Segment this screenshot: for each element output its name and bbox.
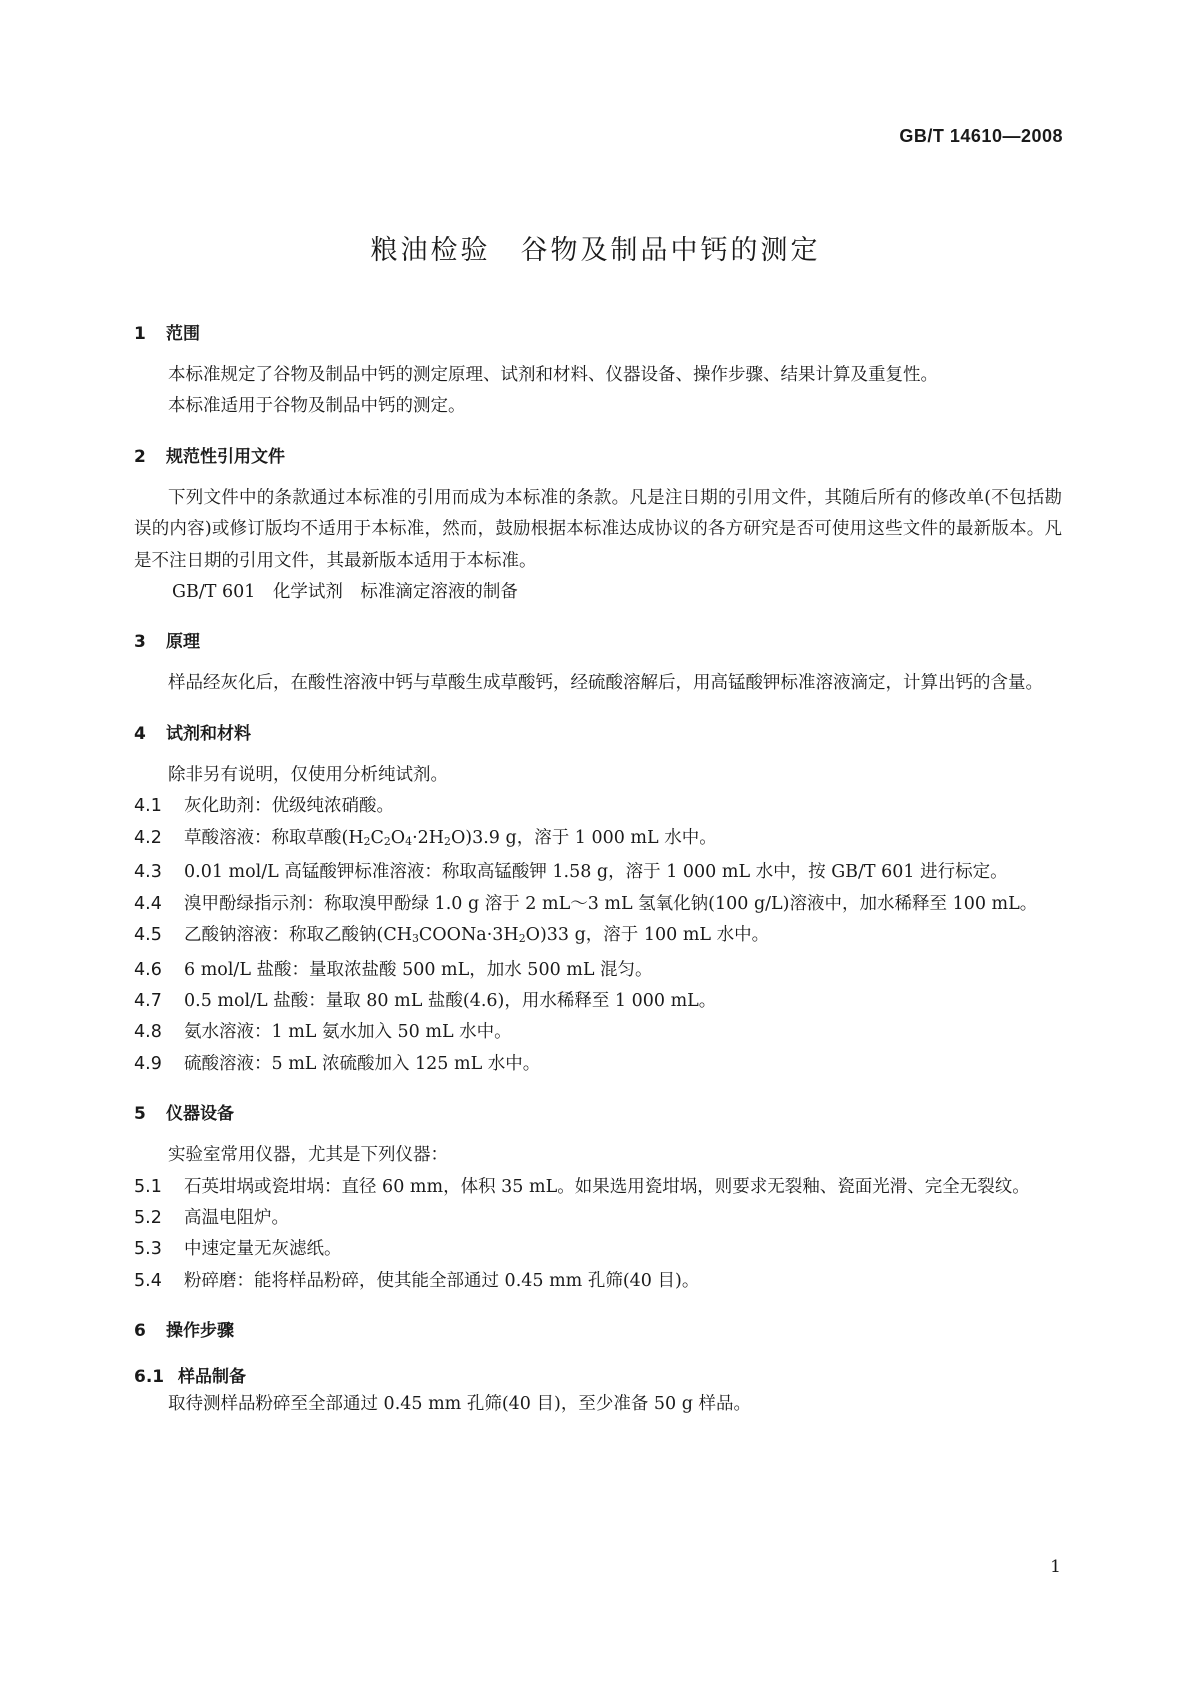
section-number: 6 — [134, 1321, 146, 1342]
list-item — [134, 1172, 1062, 1203]
section-number: 2 — [134, 446, 146, 467]
list-item — [134, 1017, 1062, 1048]
item-text: 乙酸钠溶液：称取乙酸钠(CH3COONa·3H2O)33 g，溶于 100 mL 水中。 — [184, 925, 770, 946]
section-title: 仪器设备 — [166, 1104, 234, 1125]
paragraph: 实验室常用仪器，尤其是下列仪器： — [168, 1145, 448, 1166]
section-number: 6.1 — [134, 1367, 165, 1388]
item-text: 高温电阻炉。 — [184, 1208, 289, 1229]
document-body — [134, 322, 1062, 1421]
item-number: 4.9 — [134, 1053, 162, 1074]
item-text: 6 mol/L 盐酸：量取浓盐酸 500 mL，加水 500 mL 混匀。 — [184, 959, 653, 980]
section-number: 3 — [134, 632, 146, 653]
list-item — [134, 1266, 1062, 1297]
item-text: 粉碎磨：能将样品粉碎，使其能全部通过 0.45 mm 孔筛(40 目)。 — [184, 1270, 700, 1291]
list-item — [134, 1234, 1062, 1265]
item-number: 4.6 — [134, 959, 162, 980]
item-number: 4.1 — [134, 796, 162, 817]
item-text: 0.01 mol/L 高锰酸钾标准溶液：称取高锰酸钾 1.58 g，溶于 1 000 mL 水中，按 GB/T 601 进行标定。 — [184, 862, 1008, 883]
item-number: 5.3 — [134, 1239, 162, 1260]
item-number: 5.1 — [134, 1176, 162, 1197]
item-number: 5.4 — [134, 1270, 162, 1291]
list-item — [134, 823, 1062, 858]
section-heading-scope — [134, 322, 1062, 346]
item-number: 4.2 — [134, 827, 162, 848]
item-number: 4.4 — [134, 893, 162, 914]
section-number: 5 — [134, 1104, 146, 1125]
section-heading-principle — [134, 630, 1062, 654]
standard-code: GB/T 14610—2008 — [899, 126, 1063, 146]
section-number: 1 — [134, 324, 146, 344]
list-item — [134, 791, 1062, 822]
paragraph: 本标准规定了谷物及制品中钙的测定原理、试剂和材料、仪器设备、操作步骤、结果计算及重复性。 — [168, 365, 938, 385]
paragraph: 取待测样品粉碎至全部通过 0.45 mm 孔筛(40 目)，至少准备 50 g 样品。 — [168, 1394, 751, 1415]
item-text: 灰化助剂：优级纯浓硝酸。 — [184, 796, 394, 817]
section-title: 规范性引用文件 — [166, 446, 285, 467]
item-text: 草酸溶液：称取草酸(H2C2O4·2H2O)3.9 g，溶于 1 000 mL 水中。 — [184, 827, 717, 848]
item-text: 石英坩埚或瓷坩埚：直径 60 mm，体积 35 mL。如果选用瓷坩埚，则要求无裂釉、瓷面光滑、完全无裂纹。 — [184, 1176, 1030, 1197]
section-title: 操作步骤 — [166, 1321, 234, 1342]
item-text: 氨水溶液：1 mL 氨水加入 50 mL 水中。 — [184, 1022, 512, 1043]
item-text: 硫酸溶液：5 mL 浓硫酸加入 125 mL 水中。 — [184, 1053, 541, 1074]
page-number: 1 — [1050, 1557, 1061, 1577]
section-heading-procedure — [134, 1319, 1062, 1343]
paragraph: 样品经灰化后，在酸性溶液中钙与草酸生成草酸钙，经硫酸溶解后，用高锰酸钾标准溶液滴定，计算出钙的含量。 — [168, 673, 1043, 694]
section-heading-reagents — [134, 722, 1062, 746]
section-heading-apparatus — [134, 1102, 1062, 1126]
list-item — [134, 889, 1062, 920]
list-item — [134, 1203, 1062, 1234]
section-title: 试剂和材料 — [166, 723, 251, 744]
paragraph: 下列文件中的条款通过本标准的引用而成为本标准的条款。凡是注日期的引用文件，其随后所有的修改单(不包括勘误的内容)或修订版均不适用于本标准，然而，鼓励根据本标准达成协议的各方研究是否可使用这些文件的最新版本。凡是不注日期的引用文件，其最新版本适用于本标准。 — [134, 487, 1062, 571]
item-number: 5.2 — [134, 1208, 162, 1229]
item-text: 中速定量无灰滤纸。 — [184, 1239, 342, 1260]
section-heading-normative-references — [134, 445, 1062, 469]
item-number: 4.5 — [134, 925, 162, 946]
reference-entry: GB/T 601 化学试剂 标准滴定溶液的制备 — [172, 582, 518, 603]
section-title: 原理 — [166, 632, 200, 653]
item-text: 溴甲酚绿指示剂：称取溴甲酚绿 1.0 g 溶于 2 mL～3 mL 氢氧化钠(100 g/L)溶液中，加水稀释至 100 mL。 — [184, 893, 1038, 914]
section-title: 样品制备 — [178, 1367, 246, 1388]
item-number: 4.3 — [134, 862, 162, 883]
list-item — [134, 920, 1062, 955]
paragraph: 本标准适用于谷物及制品中钙的测定。 — [168, 396, 466, 417]
paragraph: 除非另有说明，仅使用分析纯试剂。 — [168, 764, 448, 785]
item-text: 0.5 mol/L 盐酸：量取 80 mL 盐酸(4.6)，用水稀释至 1 000 mL。 — [184, 991, 717, 1011]
document-title: 粮油检验 谷物及制品中钙的测定 — [370, 235, 821, 266]
section-number: 4 — [134, 723, 146, 744]
item-number: 4.8 — [134, 1022, 162, 1043]
list-item — [134, 986, 1062, 1017]
list-item — [134, 857, 1062, 888]
list-item — [134, 1049, 1062, 1080]
section-title: 范围 — [166, 324, 200, 344]
item-number: 4.7 — [134, 991, 162, 1011]
subsection-heading-sample-preparation — [134, 1365, 1062, 1389]
list-item — [134, 955, 1062, 986]
